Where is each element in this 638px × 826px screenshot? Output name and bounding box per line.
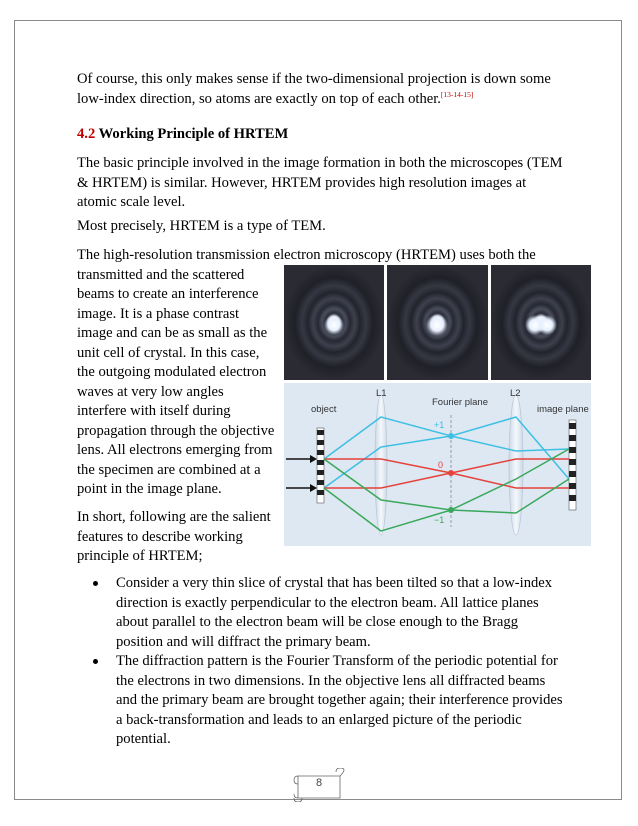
text-line: image and can be as small as the	[77, 325, 268, 341]
text-line: atomic scale level.	[77, 194, 186, 210]
bullet-list	[93, 574, 563, 750]
paragraph-basic-principle	[77, 154, 567, 213]
intro-line	[77, 90, 567, 110]
text-line: direction is exactly perpendicular to the electron beam. All lattice planes	[116, 594, 539, 611]
lens-l1	[375, 395, 387, 535]
hrtem-figure-svg	[284, 265, 591, 546]
text-line: transmitted and the scattered	[77, 266, 245, 283]
text-line: lens. All electrons emerging from	[77, 442, 273, 458]
text-line: interfere with itself during	[77, 403, 231, 419]
label-minus1: −1	[434, 515, 445, 525]
paragraph-hrtem-type: Most precisely, HRTEM is a type of TEM.	[77, 218, 326, 234]
text-line: the electrons in two dimensions. In the objective lens all diffracted beams	[116, 672, 546, 689]
text-line: beams to create an interference	[77, 286, 259, 302]
paragraph-salient-features	[77, 508, 282, 567]
label-fourier-plane: Fourier plane	[432, 397, 488, 408]
lens-l2	[509, 395, 523, 535]
image-spot-1	[324, 315, 344, 335]
paragraph-hrtem-wrapped	[77, 266, 282, 500]
intro-paragraph	[77, 70, 567, 109]
intro-line-text: low-index direction, so atoms are exactly on top of each other.	[77, 90, 441, 107]
bullet-item	[93, 574, 563, 652]
text-line: the specimen are combined at a	[77, 461, 261, 478]
text-line: & HRTEM) is similar. However, HRTEM provides high resolution images at	[77, 174, 527, 191]
reference-citation: [13-14-15]	[440, 89, 474, 99]
bullet-dot	[93, 659, 98, 664]
text-line: about parallel to the electron beam will be close enough to the Bragg	[116, 614, 519, 630]
text-line: waves at very low angles	[77, 383, 224, 400]
text-line: The diffraction pattern is the Fourier Transform of the periodic potential for	[116, 653, 558, 669]
text-line: features to describe working	[77, 528, 243, 545]
label-zero: 0	[438, 460, 444, 470]
paragraph-hrtem-first-line: The high-resolution transmission electron microscopy (HRTEM) uses both the	[77, 247, 536, 263]
focus-dot-minus1	[448, 507, 454, 513]
label-object: object	[311, 404, 337, 415]
text-line: In short, following are the salient	[77, 509, 271, 525]
section-heading	[77, 125, 288, 145]
text-line: propagation through the objective	[77, 422, 275, 439]
section-number: 4.2	[77, 126, 96, 142]
object-grating	[317, 428, 324, 503]
text-line: image. It is a phase contrast	[77, 305, 240, 322]
text-line: and the primary beam are brought together again; their interference provides	[116, 692, 563, 708]
bullet-item	[93, 652, 563, 750]
section-title: Working Principle of HRTEM	[98, 126, 289, 142]
text-line: Consider a very thin slice of crystal that has been tilted so that a low-index	[116, 575, 553, 591]
text-line: unit cell of crystal. In this case,	[77, 344, 260, 361]
text-line: The basic principle involved in the image formation in both the microscopes (TEM	[77, 155, 563, 171]
page-number-scroll	[290, 768, 348, 802]
focus-dot-plus1	[448, 433, 454, 439]
image-spot-2	[426, 314, 448, 336]
text-line: principle of HRTEM;	[77, 548, 203, 564]
text-line: position and will diffract the primary beam.	[116, 633, 371, 650]
label-l2: L2	[510, 388, 521, 399]
focus-dot-zero	[448, 470, 454, 476]
image-spot-3b	[537, 315, 557, 335]
image-plane-grating	[569, 420, 576, 510]
text-line: the outgoing modulated electron	[77, 364, 267, 380]
label-l1: L1	[376, 388, 387, 399]
label-image-plane: image plane	[537, 404, 589, 415]
text-line: potential.	[116, 731, 171, 747]
hrtem-figure	[284, 265, 591, 546]
bullet-dot	[93, 581, 98, 586]
image-panels	[284, 265, 591, 380]
page-number: 8	[315, 777, 323, 789]
label-plus1: +1	[434, 420, 445, 430]
text-line: point in the image plane.	[77, 481, 222, 497]
text-line: a back-transformation and leads to an enlarged picture of the periodic	[116, 711, 522, 728]
intro-line: Of course, this only makes sense if the two-dimensional projection is down some	[77, 71, 551, 87]
optics-diagram	[284, 383, 591, 546]
